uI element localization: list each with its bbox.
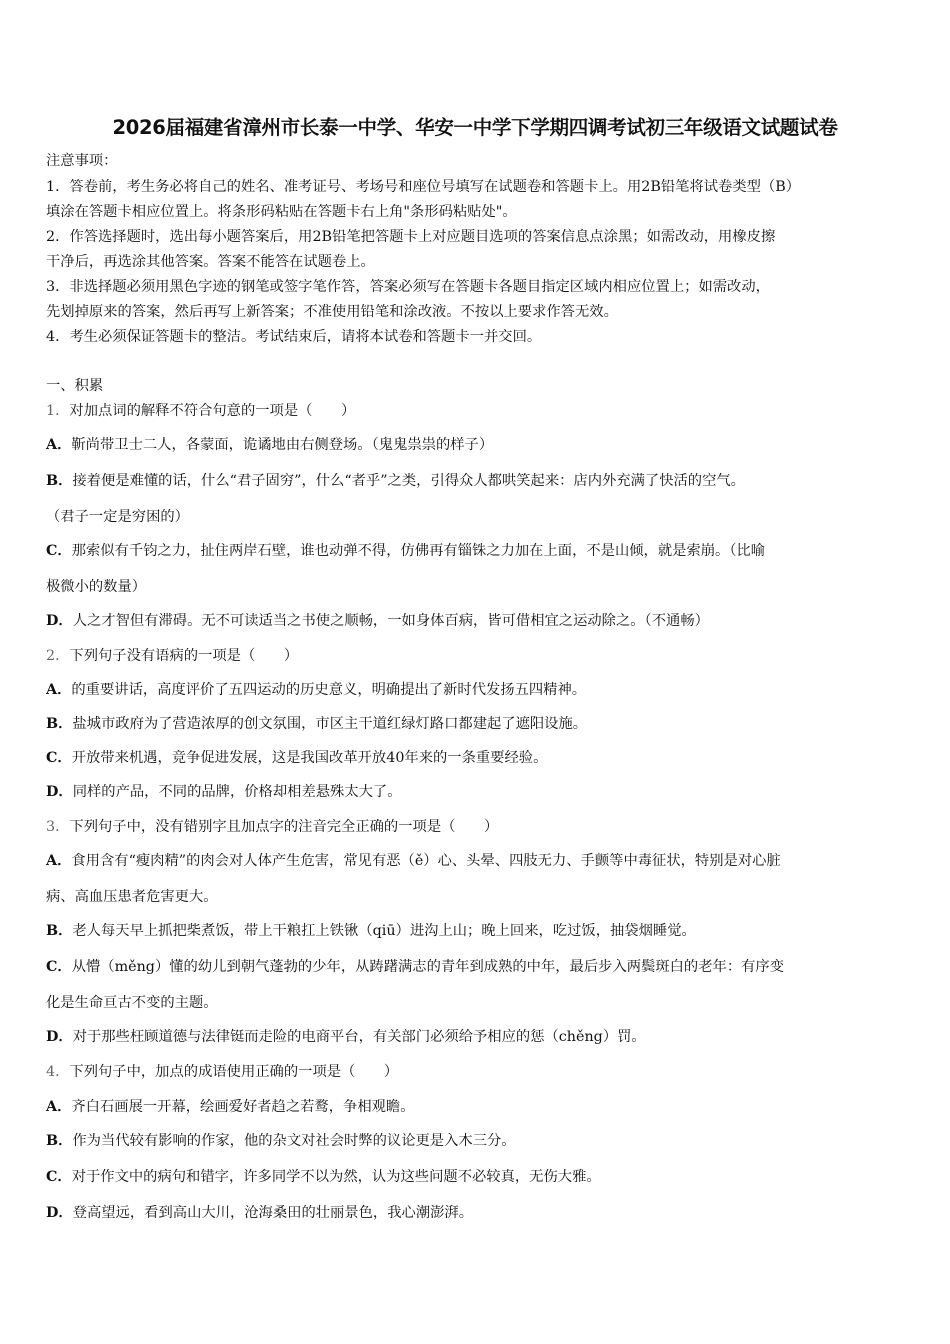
question-text: 下列句子没有语病的一项是（ ） <box>69 648 299 664</box>
option-text: 人之才智但有滞碍。无不可读适当之书使之顺畅，一如身体百病，皆可借相宜之运动除之。（不通畅） <box>72 613 709 629</box>
option-label: B． <box>46 923 73 939</box>
section-heading: 一、积累 <box>46 378 104 394</box>
option-row <box>46 471 745 491</box>
option-label: D． <box>46 1205 73 1221</box>
question-number: 2． <box>46 648 70 664</box>
question-text: 对加点词的解释不符合句意的一项是（ ） <box>69 403 356 419</box>
option-text: 开放带来机遇，竞争促进发展，这是我国改革开放40年来的一条重要经验。 <box>71 750 548 766</box>
option-label: C． <box>46 1169 72 1185</box>
option-label: C． <box>46 959 72 975</box>
option-text: 盐城市政府为了营造浓厚的创文氛围，市区主干道红绿灯路口都建起了遮阳设施。 <box>72 716 588 732</box>
notice-line: 1．答卷前，考生务必将自己的姓名、准考证号、考场号和座位号填写在试题卷和答题卡上。用2B铅笔将试卷类型（B） <box>46 179 801 195</box>
notice-line: 3．非选择题必须用黑色字迹的钢笔或签字笔作答，答案必须写在答题卡各题目指定区域内相应位置上；如需改动， <box>46 279 770 295</box>
option-text: 对于那些枉顾道德与法律铤而走险的电商平台，有关部门必须给予相应的惩（chěng）罚。 <box>72 1029 646 1045</box>
option-label: C． <box>46 543 72 559</box>
option-row <box>46 1203 473 1223</box>
option-text: 靳尚带卫士二人，各蒙面，诡谲地由右侧登场。（鬼鬼祟祟的样子） <box>71 437 494 453</box>
option-text: 登高望远，看到高山大川，沧海桑田的壮丽景色，我心潮澎湃。 <box>72 1205 474 1221</box>
notice-line: 先划掉原来的答案，然后再写上新答案；不准使用铅笔和涂改液。不按以上要求作答无效。 <box>46 304 618 320</box>
option-text: 食用含有“瘦肉精”的肉会对人体产生危害，常见有恶（ě）心、头晕、四肢无力、手颤等中毒征状，特别是对心脏 <box>71 853 781 869</box>
option-label: B． <box>46 473 73 489</box>
notice-heading: 注意事项： <box>46 153 118 169</box>
question-stem <box>46 1062 398 1082</box>
option-continuation: （君子一定是穷困的） <box>46 509 189 525</box>
question-number: 4． <box>46 1064 70 1080</box>
option-text: 作为当代较有影响的作家，他的杂文对社会时弊的议论更是入木三分。 <box>72 1133 516 1149</box>
option-row <box>46 714 587 734</box>
option-row <box>46 680 586 700</box>
option-row <box>46 921 696 941</box>
question-stem <box>46 646 298 666</box>
notice-line: 填涂在答题卡相应位置上。将条形码粘贴在答题卡右上角"条形码粘贴处"。 <box>46 204 517 220</box>
question-stem <box>46 401 355 421</box>
option-row <box>46 1027 646 1047</box>
option-label: A． <box>46 682 72 698</box>
question-stem <box>46 817 498 837</box>
option-continuation: 极微小的数量） <box>46 579 147 595</box>
option-label: D． <box>46 784 73 800</box>
option-label: C． <box>46 750 72 766</box>
option-text: 齐白石画展一开幕，绘画爱好者趋之若鹜，争相观瞻。 <box>71 1099 415 1115</box>
question-text: 下列句子中，加点的成语使用正确的一项是（ ） <box>69 1064 399 1080</box>
notice-line: 2．作答选择题时，选出每小题答案后，用2B铅笔把答题卡上对应题目选项的答案信息点涂黑；如需改动，用橡皮擦 <box>46 229 776 245</box>
option-row <box>46 1097 415 1117</box>
option-row <box>46 435 493 455</box>
option-row <box>46 851 781 871</box>
option-text: 对于作文中的病句和错字，许多同学不以为然，认为这些问题不必较真，无伤大雅。 <box>71 1169 601 1185</box>
option-row <box>46 611 709 631</box>
option-label: B． <box>46 716 73 732</box>
option-row <box>46 957 784 977</box>
option-text: 同样的产品，不同的品牌，价格却相差悬殊太大了。 <box>72 784 402 800</box>
option-text: 老人每天早上抓把柴煮饭，带上干粮扛上铁锹（qiū）进沟上山；晚上回来，吃过饭，抽袋烟睡觉。 <box>72 923 696 939</box>
option-text: 接着便是难懂的话，什么“君子固穷”，什么“者乎”之类，引得众人都哄笑起来：店内外充满了快活的空气。 <box>72 473 745 489</box>
option-text: 那索似有千钧之力，扯住两岸石壁，谁也动弹不得，仿佛再有锱铢之力加在上面，不是山倾，就是索崩。（比喻 <box>71 543 766 559</box>
option-text: 从懵（měng）懂的幼儿到朝气蓬勃的少年，从踌躇满志的青年到成熟的中年，最后步入两鬓斑白的老年：有序变 <box>71 959 785 975</box>
option-label: B． <box>46 1133 73 1149</box>
option-label: A． <box>46 1099 72 1115</box>
exam-title: 2026届福建省漳州市长泰一中学、华安一中学下学期四调考试初三年级语文试题试卷 <box>112 116 838 139</box>
question-number: 1． <box>46 403 70 419</box>
option-label: D． <box>46 1029 73 1045</box>
option-row <box>46 541 765 561</box>
option-continuation: 病、高血压患者危害更大。 <box>46 889 218 905</box>
question-number: 3． <box>46 819 70 835</box>
option-continuation: 化是生命亘古不变的主题。 <box>46 995 218 1011</box>
option-row <box>46 782 402 802</box>
option-row <box>46 1167 601 1187</box>
option-row <box>46 1131 516 1151</box>
notice-line: 干净后，再选涂其他答案。答案不能答在试题卷上。 <box>46 254 375 270</box>
option-label: A． <box>46 853 72 869</box>
option-label: A． <box>46 437 72 453</box>
notice-line: 4．考生必须保证答题卡的整洁。考试结束后，请将本试卷和答题卡一并交回。 <box>46 329 542 345</box>
option-text: 的重要讲话，高度评价了五四运动的历史意义，明确提出了新时代发扬五四精神。 <box>71 682 587 698</box>
question-text: 下列句子中，没有错别字且加点字的注音完全正确的一项是（ ） <box>69 819 499 835</box>
option-row <box>46 748 547 768</box>
option-label: D． <box>46 613 73 629</box>
